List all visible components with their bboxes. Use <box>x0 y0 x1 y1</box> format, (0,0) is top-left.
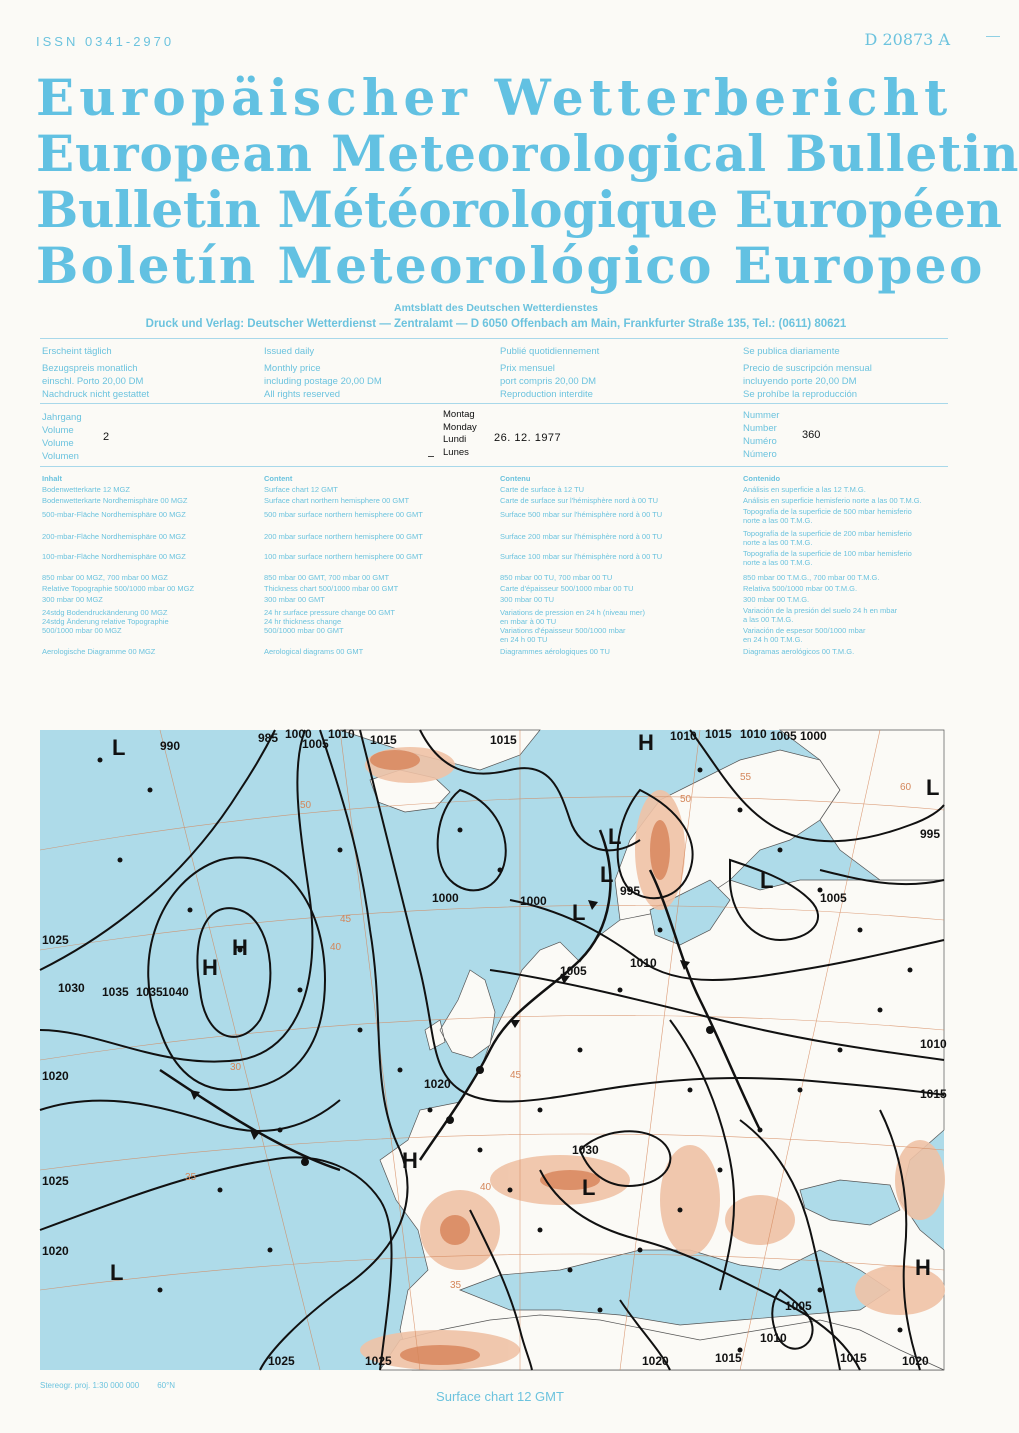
isobar-label: 1005 <box>560 964 587 978</box>
low-pressure-marker: L <box>608 824 622 849</box>
latitude-label: 60 <box>900 782 912 793</box>
isobar-label: 985 <box>258 731 279 745</box>
latitude-label: 50 <box>680 794 692 805</box>
issn-number: ISSN 0341-2970 <box>36 34 175 49</box>
latitude-label: 35 <box>185 1172 197 1183</box>
contents-spanish: Contenido Análisis en superficie a las 12 T.M.G. Análisis en superficie hemisferio norte a las 00 T.M.G. Topografía de la superficie de 500 mbar hemisferio norte a las 00 T.M.G. Topografía de la superficie de 200 mbar hemisferio norte a las 00 T.M.G. Topografía de la superficie de 100 mbar hemisferio norte a las 00 T.M.G. 850 mbar 00 T.M.G., 700 mbar 00 T.M.G. Relativa 500/1000 mbar 00 T.M.G. 300 mbar 00 T.M.G. Variación de la presión del suelo 24 h en mbar a las 00 T.M.G. Variación de espesor 500/1000 mbar en 24 h 00 T.M.G. Diagramas aerológicos 00 T.M.G. <box>743 474 922 656</box>
isobar-label: 1020 <box>42 1244 69 1258</box>
publisher-line: Druck und Verlag: Deutscher Wetterdienst — Zentralamt — D 6050 Offenbach am Main, Frankfurter Straße 135, Tel.: (0611) 80621 <box>145 318 847 330</box>
low-pressure-marker: L <box>926 775 940 800</box>
high-pressure-marker: H <box>915 1255 931 1280</box>
title-german: Europäischer Wetterbericht <box>36 68 953 127</box>
isobar-label: 1035 <box>102 985 129 999</box>
isobar-label: 1025 <box>365 1354 392 1368</box>
low-pressure-marker: L <box>572 900 586 925</box>
info-column-english: Issued daily Monthly price including postage 20,00 DM All rights reserved <box>264 346 382 400</box>
contents-english: Content Surface chart 12 GMT Surface chart northern hemisphere 00 GMT 500 mbar surface northern hemisphere 00 GMT 200 mbar surface northern hemisphere 00 GMT 100 mbar surface northern hemisphere 00 GMT 850 mbar 00 GMT, 700 mbar 00 GMT Thickness chart 500/1000 mbar 00 GMT 300 mbar 00 GMT 24 hr surface pressure change 00 GMT 24 hr thickness change 500/1000 mbar 00 GMT Aerological diagrams 00 GMT <box>264 474 423 656</box>
isobar-label: 1015 <box>490 733 517 747</box>
latitude-label: 35 <box>450 1280 462 1291</box>
title-french: Bulletin Météorologique Européen <box>36 180 1002 239</box>
isobar-label: 1015 <box>705 727 732 741</box>
high-pressure-marker: H <box>232 935 248 960</box>
latitude-label: 40 <box>480 1182 492 1193</box>
low-pressure-marker: L <box>600 862 614 887</box>
contents-german: Inhalt Bodenwetterkarte 12 MGZ Bodenwetterkarte Nordhemisphäre 00 MGZ 500-mbar-Fläche Nordhemisphäre 00 MGZ 200-mbar-Fläche Nordhemisphäre 00 MGZ 100-mbar-Fläche Nordhemisphäre 00 MGZ 850 mbar 00 MGZ, 700 mbar 00 MGZ Relative Topographie 500/1000 mbar 00 MGZ 300 mbar 00 MGZ 24stdg Bodendruckänderung 00 MGZ 24stdg Änderung relative Topographie 500/1000 mbar 00 MGZ Aerologische Diagramme 00 MGZ <box>42 474 195 656</box>
info-column-german: Erscheint täglich Bezugspreis monatlich einschl. Porto 20,00 DM Nachdruck nicht gestattet <box>42 346 150 400</box>
isobar-label: 1015 <box>840 1351 867 1365</box>
isobar-label: 1000 <box>285 727 312 741</box>
low-pressure-marker: L <box>582 1175 596 1200</box>
latitude-label: 50 <box>300 800 312 811</box>
isobar-label: 1025 <box>42 933 69 947</box>
isobar-label: 1040 <box>162 985 189 999</box>
isobar-label: 1005 <box>770 729 797 743</box>
isobar-label: 990 <box>160 739 181 753</box>
low-pressure-marker: L <box>112 735 126 760</box>
rule-mark <box>428 456 434 457</box>
info-column-french: Publié quotidiennement Prix mensuel port compris 20,00 DM Reproduction interdite <box>500 346 600 400</box>
isobar-label: 995 <box>920 827 941 841</box>
volume-value: 2 <box>103 431 110 443</box>
weekday-labels: Montag Monday Lundi Lunes <box>443 409 477 458</box>
low-pressure-marker: L <box>110 1260 124 1285</box>
isobar-label: 1020 <box>642 1354 669 1368</box>
isobar-label: 1010 <box>630 956 657 970</box>
document-number: D 20873 A <box>864 30 950 49</box>
isobar-label: 1010 <box>740 727 767 741</box>
isobar-label: 1025 <box>268 1354 295 1368</box>
contents-french: Contenu Carte de surface à 12 TU Carte de surface sur l'hémisphère nord à 00 TU Surface 500 mbar sur l'hémisphère nord à 00 TU Surface 200 mbar sur l'hémisphère nord à 00 TU Surface 100 mbar sur l'hémisphère nord à 00 TU 850 mbar 00 TU, 700 mbar 00 TU Carte d'épaisseur 500/1000 mbar 00 TU 300 mbar 00 TU Variations de pression en 24 h (niveau mer) en mbar à 00 TU Variations d'épaisseur 500/1000 mbar en 24 h 00 TU Diagrammes aérologiques 00 TU <box>500 474 663 656</box>
volume-labels: Jahrgang Volume Volume Volumen <box>42 412 82 462</box>
isobar-label: 1035 <box>136 985 163 999</box>
number-labels: Nummer Number Numéro Número <box>743 410 780 460</box>
isobar-label: 1000 <box>800 729 827 743</box>
latitude-label: 45 <box>340 914 352 925</box>
isobar-label: 1000 <box>520 894 547 908</box>
title-english: European Meteorological Bulletin <box>36 124 1019 183</box>
isobar-label: 1020 <box>42 1069 69 1083</box>
weather-map-svg <box>40 727 947 1370</box>
latitude-label: 55 <box>740 772 752 783</box>
edge-mark <box>986 36 1000 37</box>
low-pressure-marker: L <box>760 868 774 893</box>
info-column-spanish: Se publica diariamente Precio de suscripción mensual incluyendo porte 20,00 DM Se prohíbe la reproducción <box>743 346 872 400</box>
isobar-label: 1015 <box>370 733 397 747</box>
map-caption: Surface chart 12 GMT <box>436 1389 564 1404</box>
isobar-label: 1020 <box>902 1354 929 1368</box>
isobar-label: 1025 <box>42 1174 69 1188</box>
isobar-label: 1010 <box>760 1331 787 1345</box>
isobar-label: 995 <box>620 884 641 898</box>
isobar-label: 1010 <box>670 729 697 743</box>
isobar-label: 1015 <box>920 1087 947 1101</box>
high-pressure-marker: H <box>202 955 218 980</box>
isobar-label: 1005 <box>820 891 847 905</box>
divider <box>40 338 948 339</box>
latitude-label: 45 <box>510 1070 522 1081</box>
isobar-label: 1010 <box>328 727 355 741</box>
title-spanish: Boletín Meteorológico Europeo <box>36 236 985 295</box>
divider <box>40 403 948 404</box>
official-gazette-line: Amtsblatt des Deutschen Wetterdienstes <box>393 302 599 314</box>
projection-note: Stereogr. proj. 1:30 000 000 60°N <box>40 1381 176 1390</box>
isobar-label: 1020 <box>424 1077 451 1091</box>
issue-number: 360 <box>802 429 821 441</box>
isobar-label: 1010 <box>920 1037 947 1051</box>
latitude-label: 40 <box>330 942 342 953</box>
issue-date: 26. 12. 1977 <box>494 432 562 444</box>
high-pressure-marker: H <box>402 1148 418 1173</box>
isobar-label: 1030 <box>572 1143 599 1157</box>
latitude-label: 30 <box>230 1062 242 1073</box>
divider <box>40 466 948 467</box>
isobar-label: 1000 <box>432 891 459 905</box>
isobar-label: 1030 <box>58 981 85 995</box>
isobar-label: 1005 <box>785 1299 812 1313</box>
surface-weather-map <box>40 727 947 1370</box>
isobar-label: 1005 <box>302 737 329 751</box>
isobar-label: 1015 <box>715 1351 742 1365</box>
high-pressure-marker: H <box>638 730 654 755</box>
